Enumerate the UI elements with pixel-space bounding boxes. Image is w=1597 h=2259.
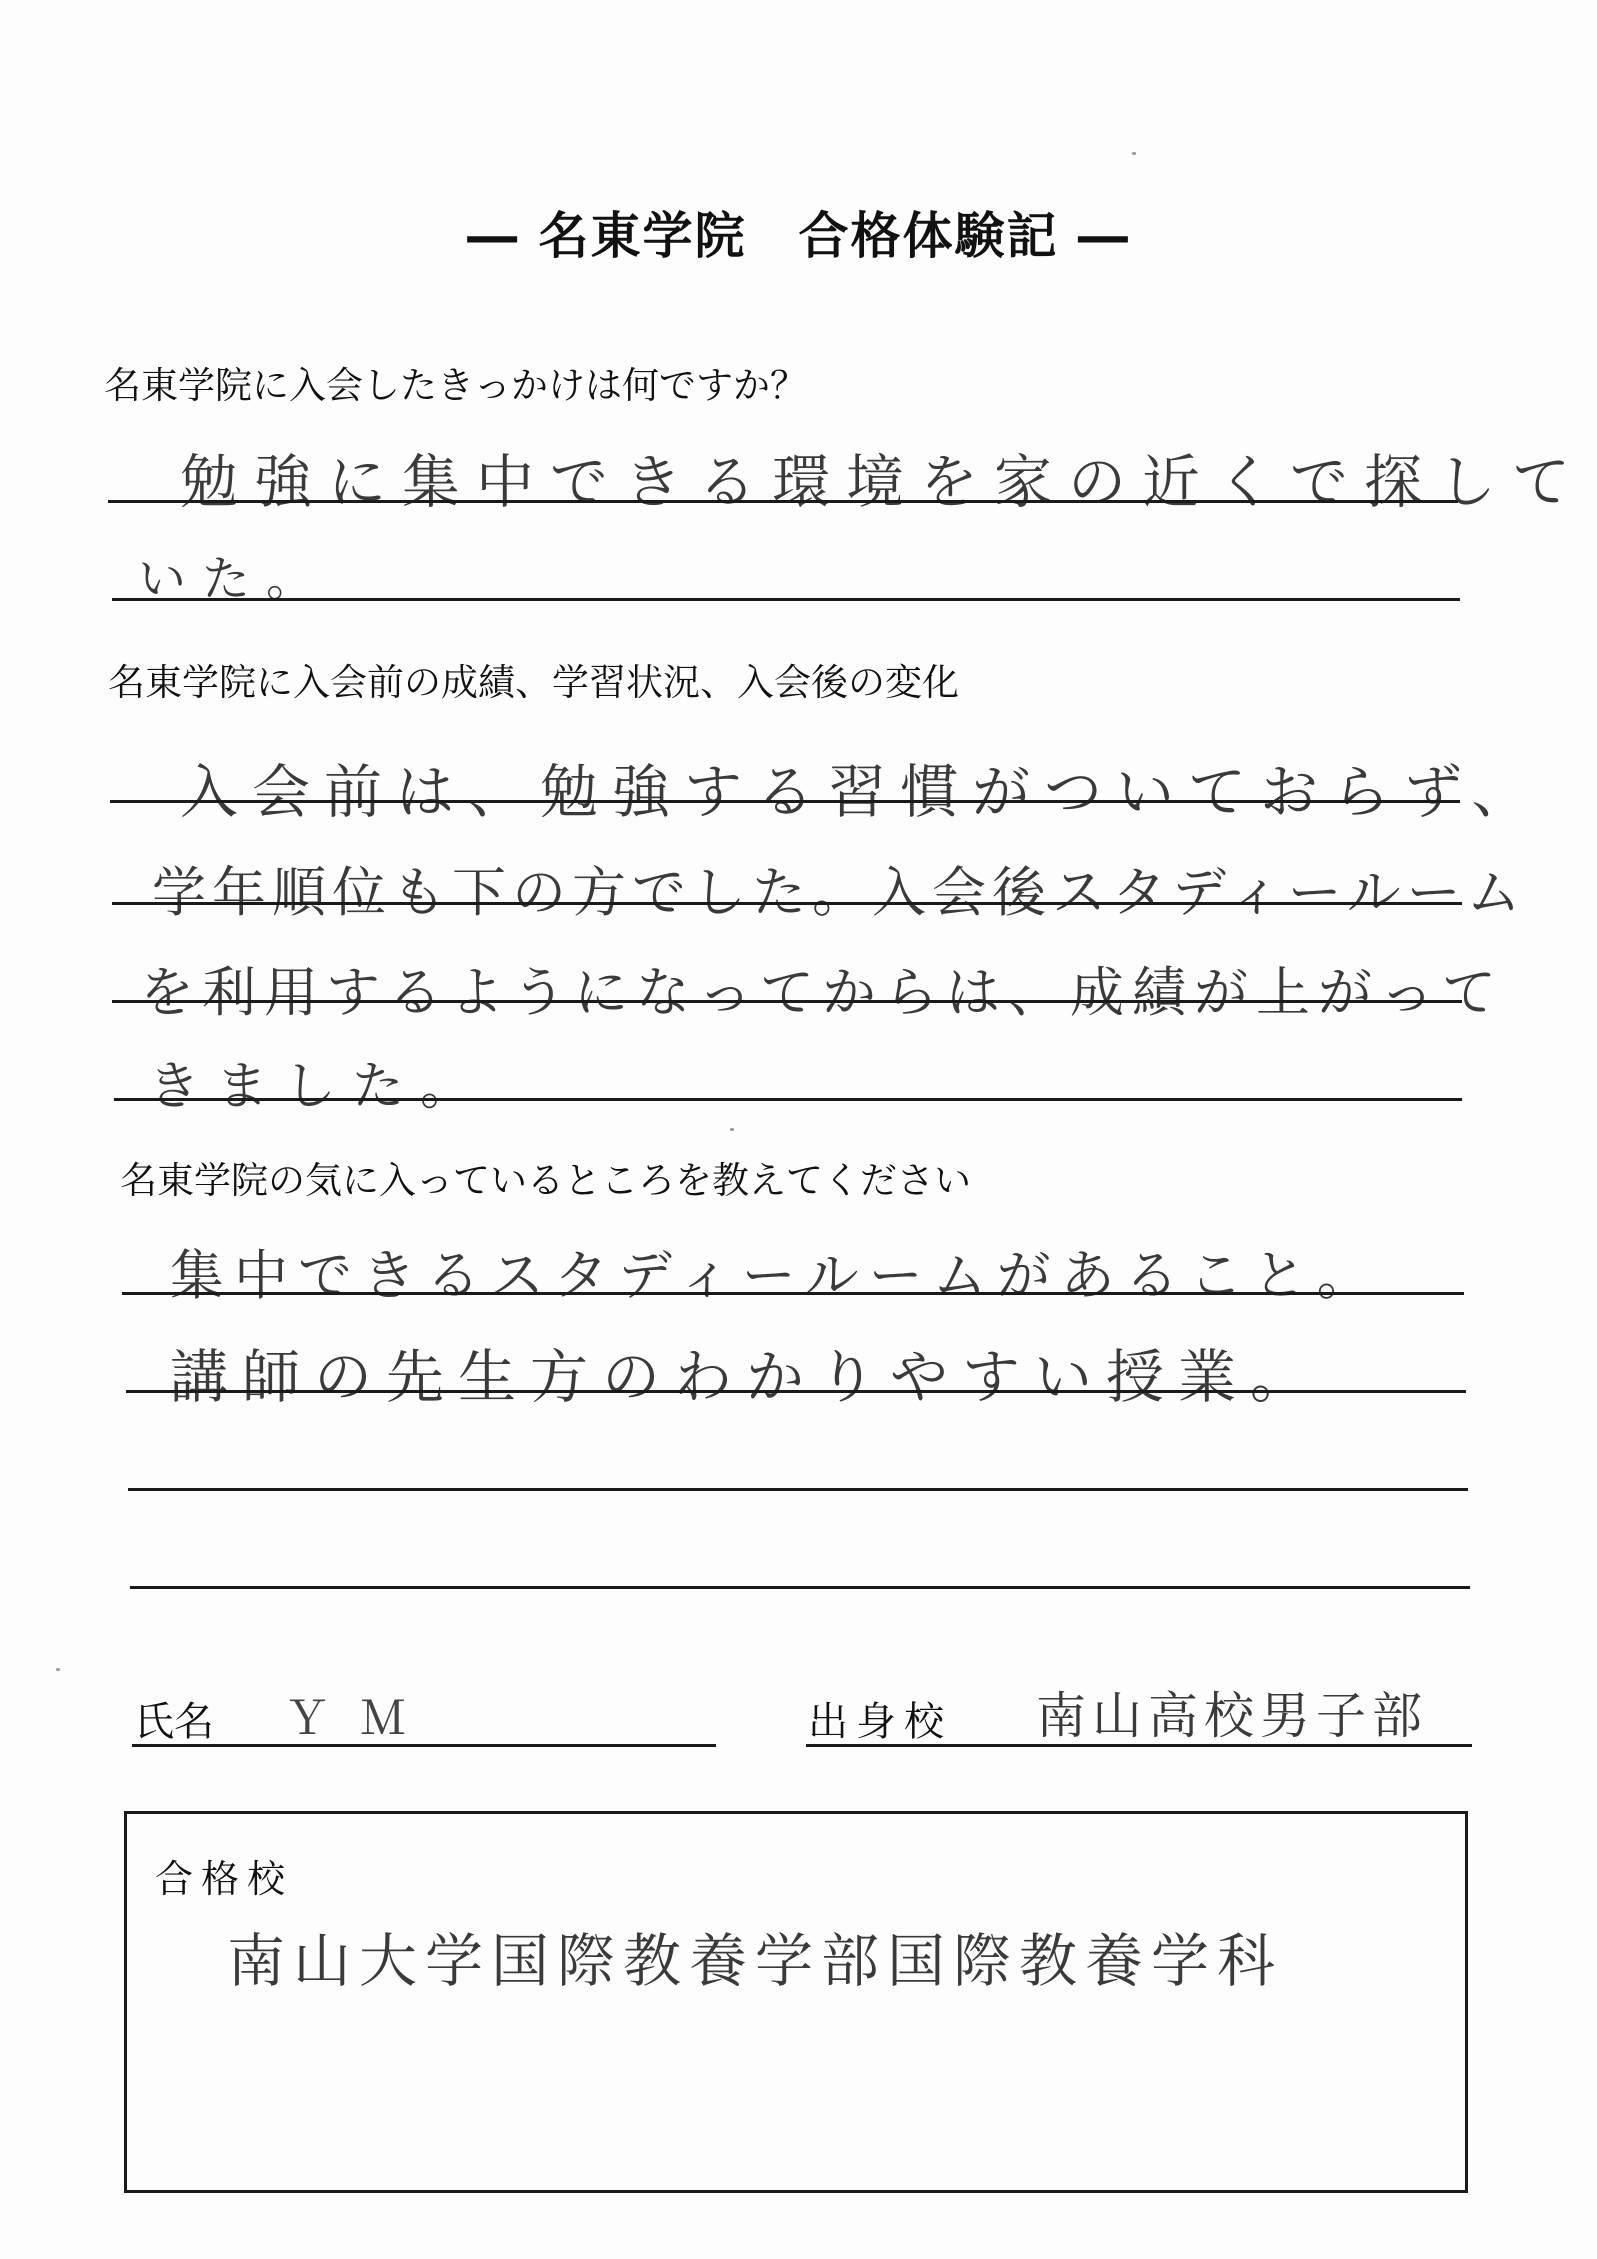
accepted-school-label: 合格校 xyxy=(155,1857,294,1901)
name-rule xyxy=(132,1744,716,1747)
answer-rule xyxy=(112,902,1462,905)
answer-rule xyxy=(110,800,1460,803)
question-2-answer-line-4: きました。 xyxy=(148,1057,489,1117)
question-1-answer-line-2: いた。 xyxy=(138,551,331,607)
accepted-school-value: 南山大学国際教養学部国際教養学科 xyxy=(227,1927,1284,1995)
question-2-answer-line-3: を利用するようになってからは、成績が上がって xyxy=(140,961,1504,1024)
question-2-answer-line-1: 入会前は、勉強する習慣がついておらず、 xyxy=(180,758,1544,826)
question-3-answer-line-2: 講師の先生方のわかりやすい授業。 xyxy=(170,1343,1323,1411)
question-2-prompt: 名東学院に入会前の成績、学習状況、入会後の変化 xyxy=(108,661,959,704)
scan-speck xyxy=(730,1128,734,1131)
answer-rule xyxy=(126,1390,1466,1393)
name-label: 氏名 xyxy=(134,1699,214,1745)
school-value: 南山高校男子部 xyxy=(1036,1687,1428,1745)
question-3-prompt: 名東学院の気に入っているところを教えてください xyxy=(120,1159,971,1202)
scan-speck xyxy=(56,1668,60,1671)
school-label: 出身校 xyxy=(808,1699,952,1745)
answer-rule xyxy=(114,1098,1462,1101)
question-2-answer-line-2: 学年順位も下の方でした。入会後スタディールーム xyxy=(152,861,1527,924)
school-rule xyxy=(806,1744,1472,1747)
accepted-school-box xyxy=(124,1811,1468,2193)
scan-speck xyxy=(1132,152,1136,155)
question-3-answer-line-1: 集中できるスタディールームがあること。 xyxy=(170,1244,1381,1307)
answer-rule xyxy=(112,1000,1462,1003)
answer-rule xyxy=(112,598,1460,601)
answer-rule xyxy=(122,1292,1464,1295)
question-1-prompt: 名東学院に入会したきっかけは何ですか？ xyxy=(104,364,807,407)
question-1-answer-line-1: 勉強に集中できる環境を家の近くで探して xyxy=(180,448,1587,516)
answer-rule xyxy=(108,500,1458,503)
answer-rule xyxy=(128,1488,1468,1491)
name-value: ＹＭ xyxy=(284,1691,436,1745)
answer-rule xyxy=(130,1586,1470,1589)
page-title: ― 名東学院 合格体験記 ― xyxy=(467,207,1130,265)
